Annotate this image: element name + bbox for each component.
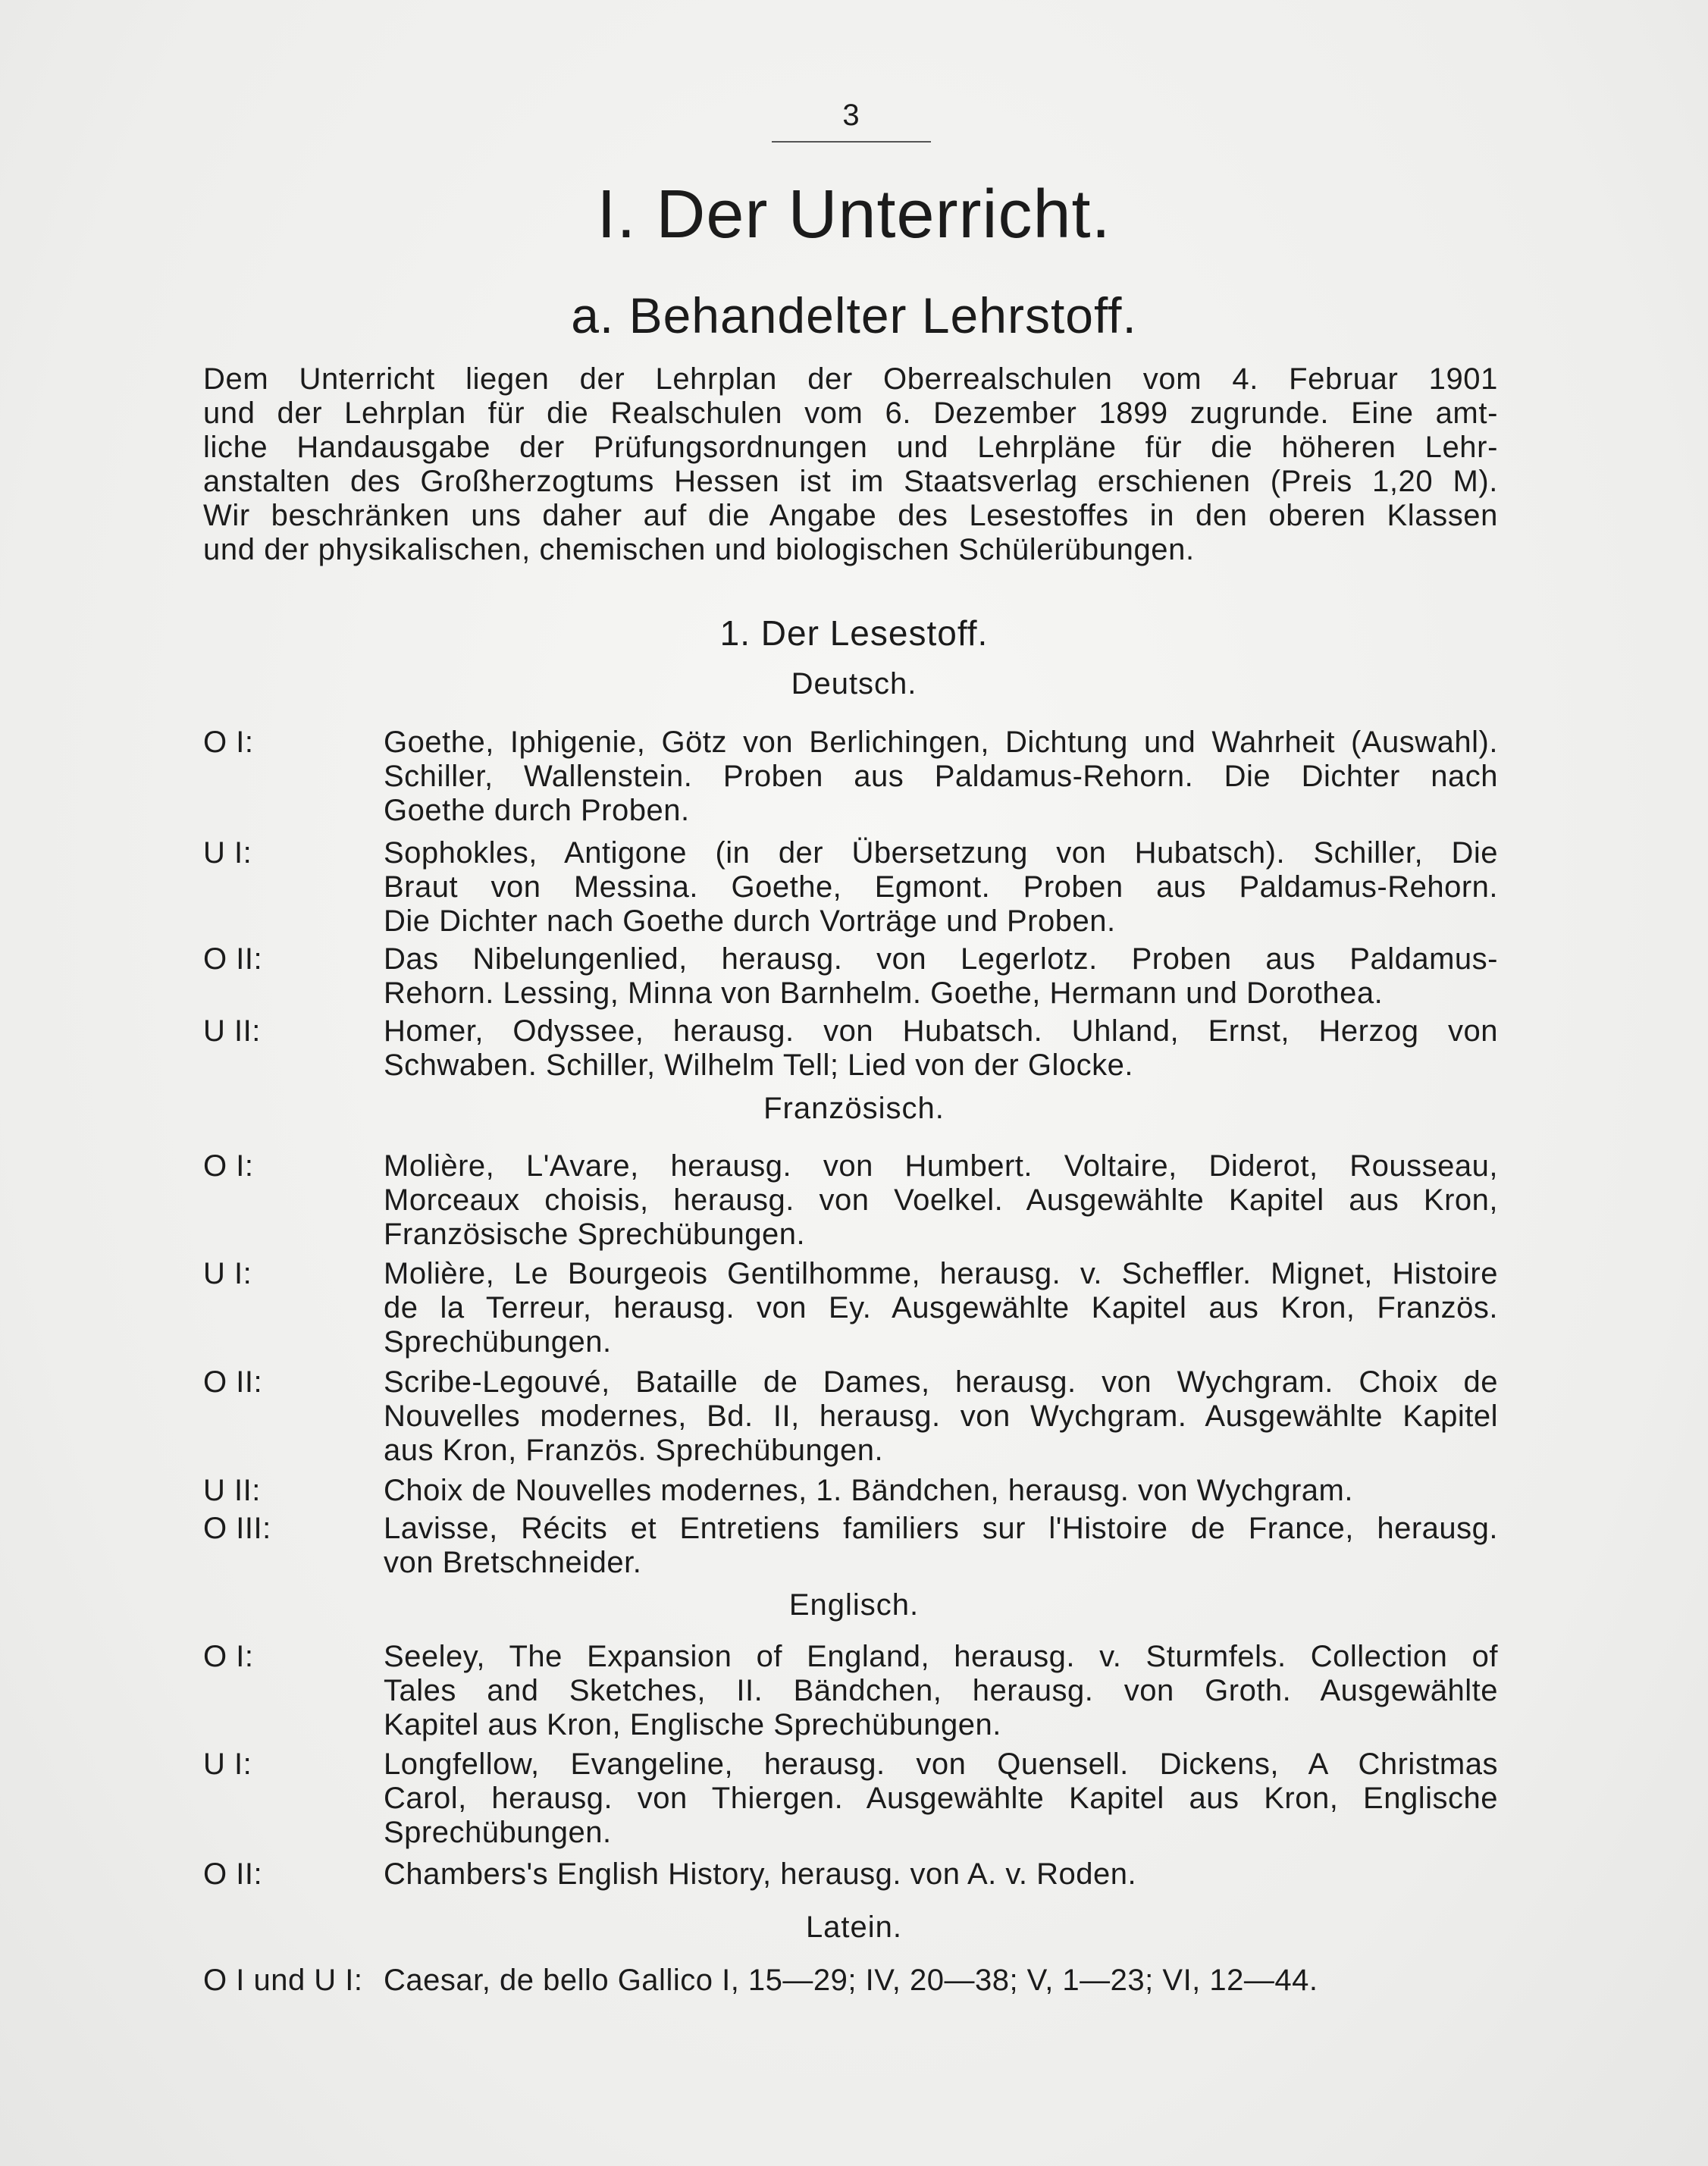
page-number-rule bbox=[772, 141, 931, 143]
entry-line: Rehorn. Lessing, Minna von Barnhelm. Goethe, Hermann und Dorothea. bbox=[384, 976, 1384, 1010]
class-label: O II: bbox=[203, 1857, 263, 1891]
subject-heading-deutsch: Deutsch. bbox=[791, 667, 917, 701]
intro-line: anstalten des Großherzogtums Hessen ist im Staatsverlag erschienen (Preis 1,20 M). bbox=[203, 465, 1498, 498]
class-label: O I und U I: bbox=[203, 1964, 363, 1997]
intro-line: Wir beschränken uns daher auf die Angabe des Lesestoffes in den oberen Klassen bbox=[203, 499, 1498, 532]
entry-text bbox=[384, 726, 1498, 828]
entry-line: Goethe, Iphigenie, Götz von Berlichingen, Dichtung und Wahrheit (Auswahl). bbox=[384, 726, 1498, 759]
entry-line: von Bretschneider. bbox=[384, 1546, 642, 1579]
entry-line: Scribe-Legouvé, Bataille de Dames, herausg. von Wychgram. Choix de bbox=[384, 1365, 1498, 1399]
entry-line: Lavisse, Récits et Entretiens familiers sur l'Histoire de France, herausg. bbox=[384, 1512, 1498, 1545]
entry-text bbox=[384, 1365, 1498, 1468]
subject-heading-franzoesisch: Französisch. bbox=[763, 1092, 945, 1125]
entry-line: Longfellow, Evangeline, herausg. von Quensell. Dickens, A Christmas bbox=[384, 1748, 1498, 1781]
entry-line: Molière, L'Avare, herausg. von Humbert. Voltaire, Diderot, Rousseau, bbox=[384, 1149, 1498, 1183]
entry-line: Caesar, de bello Gallico I, 15—29; IV, 20—38; V, 1—23; VI, 12—44. bbox=[384, 1964, 1318, 1997]
entry-line: Die Dichter nach Goethe durch Vorträge und Proben. bbox=[384, 904, 1116, 938]
entry-line: Sprechübungen. bbox=[384, 1816, 612, 1849]
entry-line: Choix de Nouvelles modernes, 1. Bändchen, herausg. von Wychgram. bbox=[384, 1474, 1353, 1507]
entry-text bbox=[384, 1014, 1498, 1083]
intro-line: und der Lehrplan für die Realschulen vom 6. Dezember 1899 zugrunde. Eine amt- bbox=[203, 397, 1498, 430]
entry-line: Französische Sprechübungen. bbox=[384, 1218, 806, 1251]
entry-line: Sophokles, Antigone (in der Übersetzung von Hubatsch). Schiller, Die bbox=[384, 836, 1498, 870]
entry-line: Morceaux choisis, herausg. von Voelkel. Ausgewählte Kapitel aus Kron, bbox=[384, 1183, 1498, 1217]
class-label: U I: bbox=[203, 1257, 252, 1290]
section-heading: 1. Der Lesestoff. bbox=[719, 613, 989, 653]
class-label: O III: bbox=[203, 1512, 271, 1545]
entry-line: Sprechübungen. bbox=[384, 1325, 612, 1359]
entry-line: Nouvelles modernes, Bd. II, herausg. von Wychgram. Ausgewählte Kapitel bbox=[384, 1400, 1498, 1433]
entry-text bbox=[384, 1512, 1498, 1580]
entry-line: Chambers's English History, herausg. von A. v. Roden. bbox=[384, 1857, 1137, 1891]
entry-text bbox=[384, 942, 1498, 1011]
entry-line: Seeley, The Expansion of England, herausg. v. Sturmfels. Collection of bbox=[384, 1640, 1498, 1673]
entry-text bbox=[384, 1640, 1498, 1742]
entry-line: Goethe durch Proben. bbox=[384, 794, 690, 827]
subject-heading-englisch: Englisch. bbox=[788, 1588, 920, 1622]
class-label: O II: bbox=[203, 1365, 263, 1399]
class-label: U II: bbox=[203, 1014, 261, 1048]
class-label: U I: bbox=[203, 1748, 252, 1781]
main-title: I. Der Unterricht. bbox=[597, 177, 1111, 252]
entry-text bbox=[384, 1748, 1498, 1850]
entry-line: Carol, herausg. von Thiergen. Ausgewählte Kapitel aus Kron, Englische bbox=[384, 1782, 1498, 1815]
class-label: O I: bbox=[203, 726, 254, 759]
entry-text bbox=[384, 1149, 1498, 1252]
entry-text bbox=[384, 1257, 1498, 1359]
intro-line: liche Handausgabe der Prüfungsordnungen und Lehrpläne für die höheren Lehr- bbox=[203, 431, 1498, 464]
entry-line: Homer, Odyssee, herausg. von Hubatsch. Uhland, Ernst, Herzog von bbox=[384, 1014, 1498, 1048]
intro-line: und der physikalischen, chemischen und biologischen Schülerübungen. bbox=[203, 533, 1195, 566]
entry-line: Kapitel aus Kron, Englische Sprechübungen. bbox=[384, 1708, 1001, 1741]
subject-heading-latein: Latein. bbox=[805, 1911, 903, 1944]
sub-title: a. Behandelter Lehrstoff. bbox=[571, 287, 1137, 343]
entry-text bbox=[384, 1857, 1498, 1892]
class-label: O II: bbox=[203, 942, 263, 976]
entry-line: aus Kron, Französ. Sprechübungen. bbox=[384, 1434, 884, 1467]
entry-line: Das Nibelungenlied, herausg. von Legerlotz. Proben aus Paldamus- bbox=[384, 942, 1498, 976]
entry-line: de la Terreur, herausg. von Ey. Ausgewählte Kapitel aus Kron, Französ. bbox=[384, 1291, 1498, 1324]
intro-paragraph bbox=[203, 362, 1498, 567]
entry-text bbox=[384, 1474, 1498, 1508]
entry-line: Molière, Le Bourgeois Gentilhomme, herausg. v. Scheffler. Mignet, Histoire bbox=[384, 1257, 1498, 1290]
entry-line: Schwaben. Schiller, Wilhelm Tell; Lied von der Glocke. bbox=[384, 1049, 1133, 1082]
class-label: O I: bbox=[203, 1149, 254, 1183]
class-label: O I: bbox=[203, 1640, 254, 1673]
entry-text bbox=[384, 1964, 1498, 1998]
entry-line: Tales and Sketches, II. Bändchen, herausg. von Groth. Ausgewählte bbox=[384, 1674, 1498, 1707]
entry-line: Schiller, Wallenstein. Proben aus Paldamus-Rehorn. Die Dichter nach bbox=[384, 760, 1498, 793]
class-label: U I: bbox=[203, 836, 252, 870]
entry-line: Braut von Messina. Goethe, Egmont. Proben aus Paldamus-Rehorn. bbox=[384, 870, 1498, 904]
class-label: U II: bbox=[203, 1474, 261, 1507]
intro-line: Dem Unterricht liegen der Lehrplan der Oberrealschulen vom 4. Februar 1901 bbox=[203, 362, 1498, 396]
page-number: 3 bbox=[842, 99, 860, 132]
entry-text bbox=[384, 836, 1498, 939]
